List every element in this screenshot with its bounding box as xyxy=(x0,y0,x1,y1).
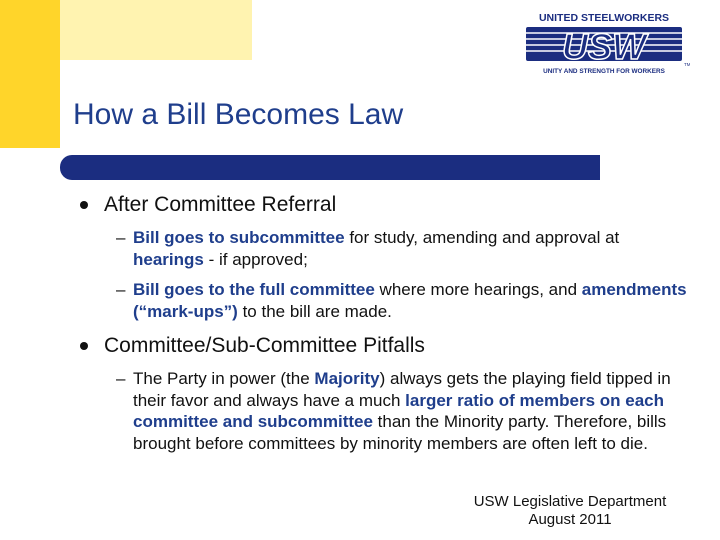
sub-text: to the bill are made. xyxy=(237,301,392,321)
highlight-text: amendments (“mark-ups”) xyxy=(133,280,687,321)
sub-text: than the Minority party. Therefore, bills brought before committees by minority members are often left to die. xyxy=(133,412,667,453)
footer-department: USW Legislative Department xyxy=(473,493,667,510)
highlight-text: Bill goes to the full committee xyxy=(133,280,375,299)
decorative-yellow-corner xyxy=(0,0,60,148)
dash-icon: – xyxy=(116,228,126,247)
title-underline-bar xyxy=(60,155,600,180)
logo-letters: USW xyxy=(562,26,646,67)
bullet-dot-icon xyxy=(80,201,88,209)
sub-text: - if approved; xyxy=(203,249,308,269)
dash-icon: – xyxy=(116,369,126,388)
logo-top-text: UNITED STEELWORKERS xyxy=(538,12,670,24)
bullet-label: After Committee Referral xyxy=(104,193,337,216)
highlight-text: hearings xyxy=(133,249,204,269)
sub-text: ) always gets the playing field tipped in their favor and always have a much xyxy=(133,369,671,410)
sub-item-subcommittee xyxy=(116,227,693,270)
bullet-after-committee-referral xyxy=(104,193,336,217)
footer-date: August 2011 xyxy=(528,511,612,528)
slide-title: How a Bill Becomes Law xyxy=(73,98,404,131)
sub-text: for study, amending and approval at xyxy=(344,228,620,247)
logo-tagline: UNITY AND STRENGTH FOR WORKERS xyxy=(543,68,665,75)
sub-text: The Party in power (the xyxy=(133,369,315,388)
usw-logo xyxy=(518,8,690,84)
bullet-committee-pitfalls xyxy=(104,334,425,358)
bullet-dot-icon xyxy=(80,342,88,350)
dash-icon: – xyxy=(116,280,126,299)
highlight-text: larger ratio of members on each committee and subcommittee xyxy=(133,390,665,431)
bullet-label: Committee/Sub-Committee Pitfalls xyxy=(104,334,425,357)
sub-text: where more hearings, and xyxy=(374,280,582,299)
footer xyxy=(470,493,670,529)
sub-item-full-committee xyxy=(116,279,693,322)
highlight-text: Bill goes to subcommittee xyxy=(133,228,345,247)
sub-item-majority-party xyxy=(116,368,688,454)
logo-trademark: TM xyxy=(684,62,690,67)
highlight-text: Majority xyxy=(314,369,380,388)
